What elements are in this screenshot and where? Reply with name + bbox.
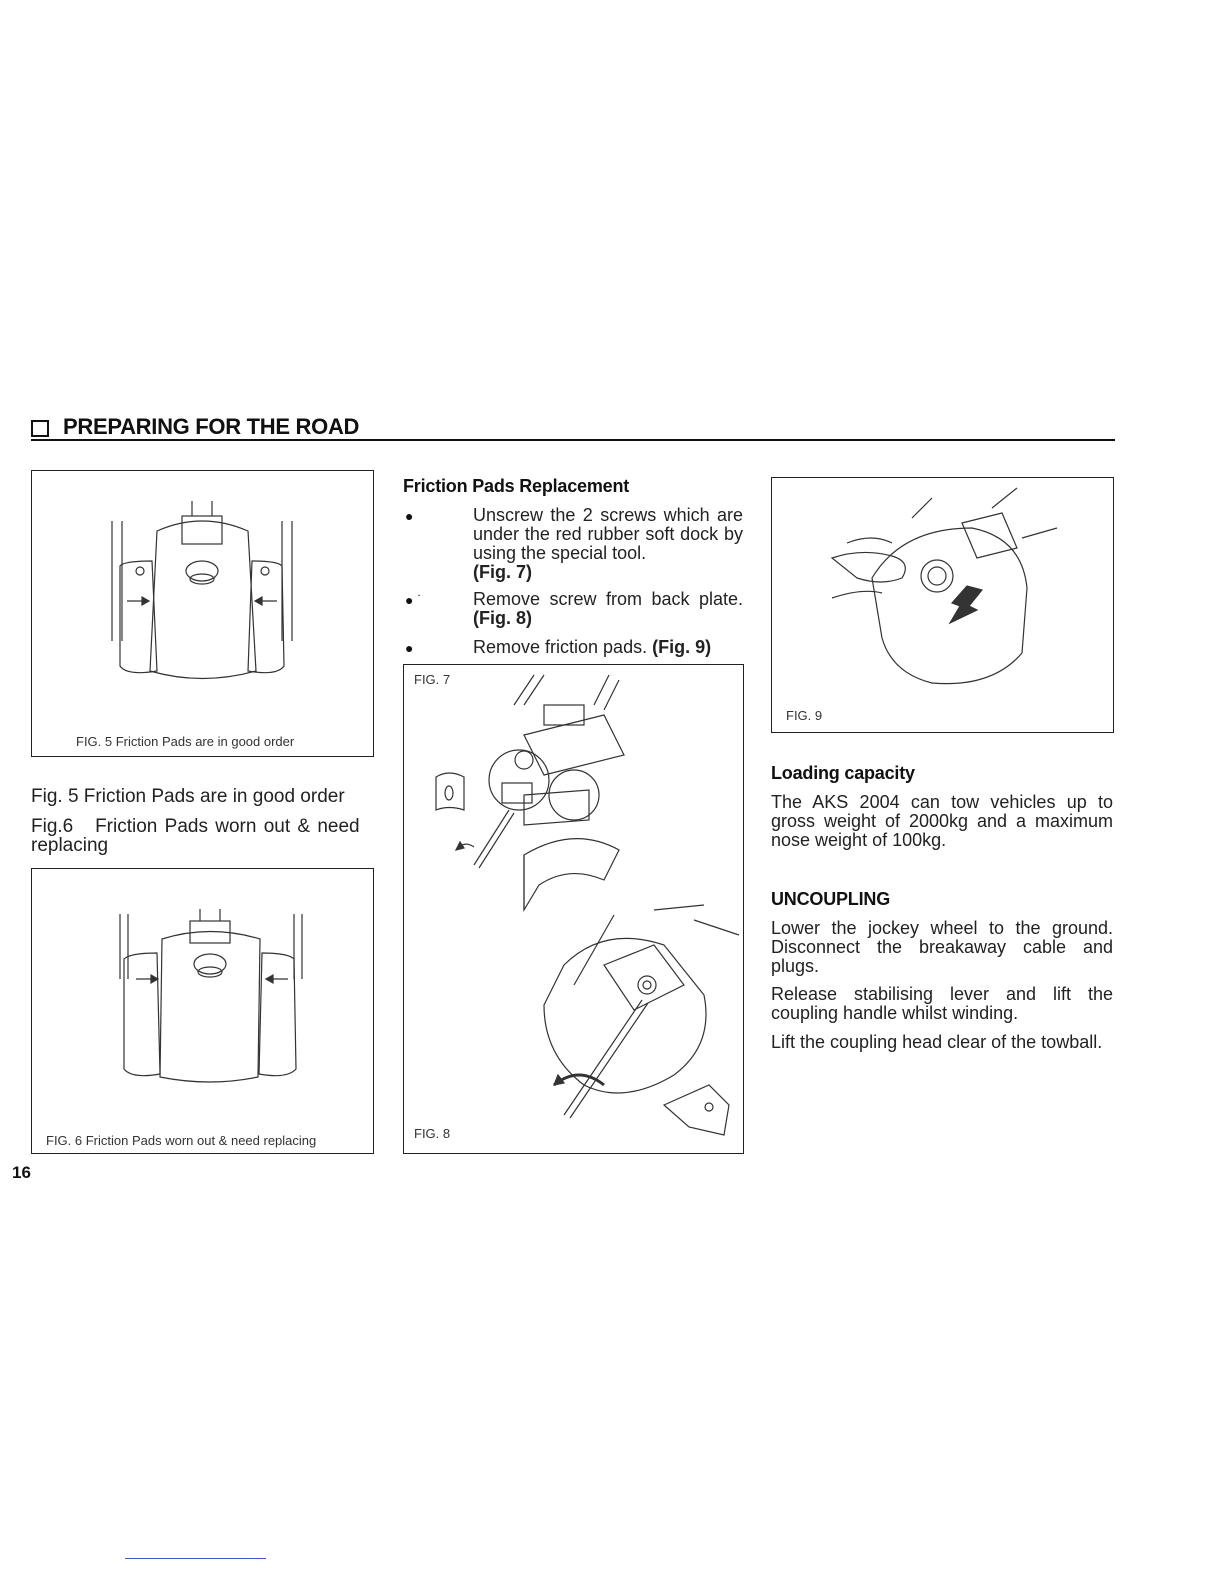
loading-heading: Loading capacity — [771, 763, 915, 783]
figure-7-8 — [403, 664, 744, 1154]
figure-6 — [31, 868, 374, 1154]
figure-7-label: FIG. 7 — [414, 672, 451, 687]
figure-6-caption: FIG. 6 Friction Pads worn out & need replacing — [46, 1133, 317, 1148]
step-1 — [473, 506, 743, 582]
step-3-text: Remove friction pads. — [473, 637, 648, 657]
replacement-heading: Friction Pads Replacement — [403, 476, 630, 496]
friction-pads-worn-illustration — [32, 869, 375, 1155]
figure-5 — [31, 470, 374, 757]
section-title: PREPARING FOR THE ROAD — [63, 414, 360, 439]
section-checkbox-icon — [31, 420, 49, 437]
figure-9 — [771, 477, 1114, 733]
step-2-ref: (Fig. 8) — [473, 608, 532, 628]
uncoupling-p1: Lower the jockey wheel to the ground. Disconnect the breakaway cable and plugs. — [771, 918, 1113, 976]
fig6-description: Fig.6 Friction Pads worn out & need — [31, 816, 360, 837]
remove-screws-illustration — [404, 665, 745, 1155]
figure-9-label: FIG. 9 — [786, 708, 823, 723]
figure-5-caption: FIG. 5 Friction Pads are in good order — [76, 734, 295, 749]
step-3-ref: (Fig. 9) — [652, 637, 712, 657]
fig5-description: Fig. 5 Friction Pads are in good order — [31, 786, 345, 807]
loading-body: The AKS 2004 can tow vehicles up to gross weight of 2000kg and a maximum nose weight of 100kg. — [771, 792, 1113, 850]
remove-pads-illustration — [772, 478, 1115, 734]
bullet-2: ● ˙ — [405, 592, 423, 608]
figure-8-label: FIG. 8 — [414, 1126, 451, 1141]
step-2 — [473, 590, 743, 628]
uncoupling-heading: UNCOUPLING — [771, 889, 890, 909]
bullet-1: ● — [405, 508, 414, 524]
friction-pads-good-illustration — [32, 471, 375, 758]
step-3 — [473, 638, 743, 657]
step-2-text: Remove screw from back plate. — [473, 589, 743, 609]
page-number: 16 — [12, 1163, 31, 1182]
header-rule — [31, 439, 1115, 441]
bullet-3: ● — [405, 640, 414, 656]
uncoupling-p2: Release stabilising lever and lift the coupling handle whilst winding. — [771, 984, 1113, 1023]
uncoupling-p3: Lift the coupling head clear of the towball. — [771, 1032, 1103, 1052]
step-1-ref: (Fig. 7) — [473, 562, 532, 582]
step-1-text: Unscrew the 2 screws which are under the red rubber soft dock by using the special tool. — [473, 505, 743, 563]
fig6-description-cont: replacing — [31, 835, 109, 856]
decorative-rule — [125, 1558, 266, 1559]
